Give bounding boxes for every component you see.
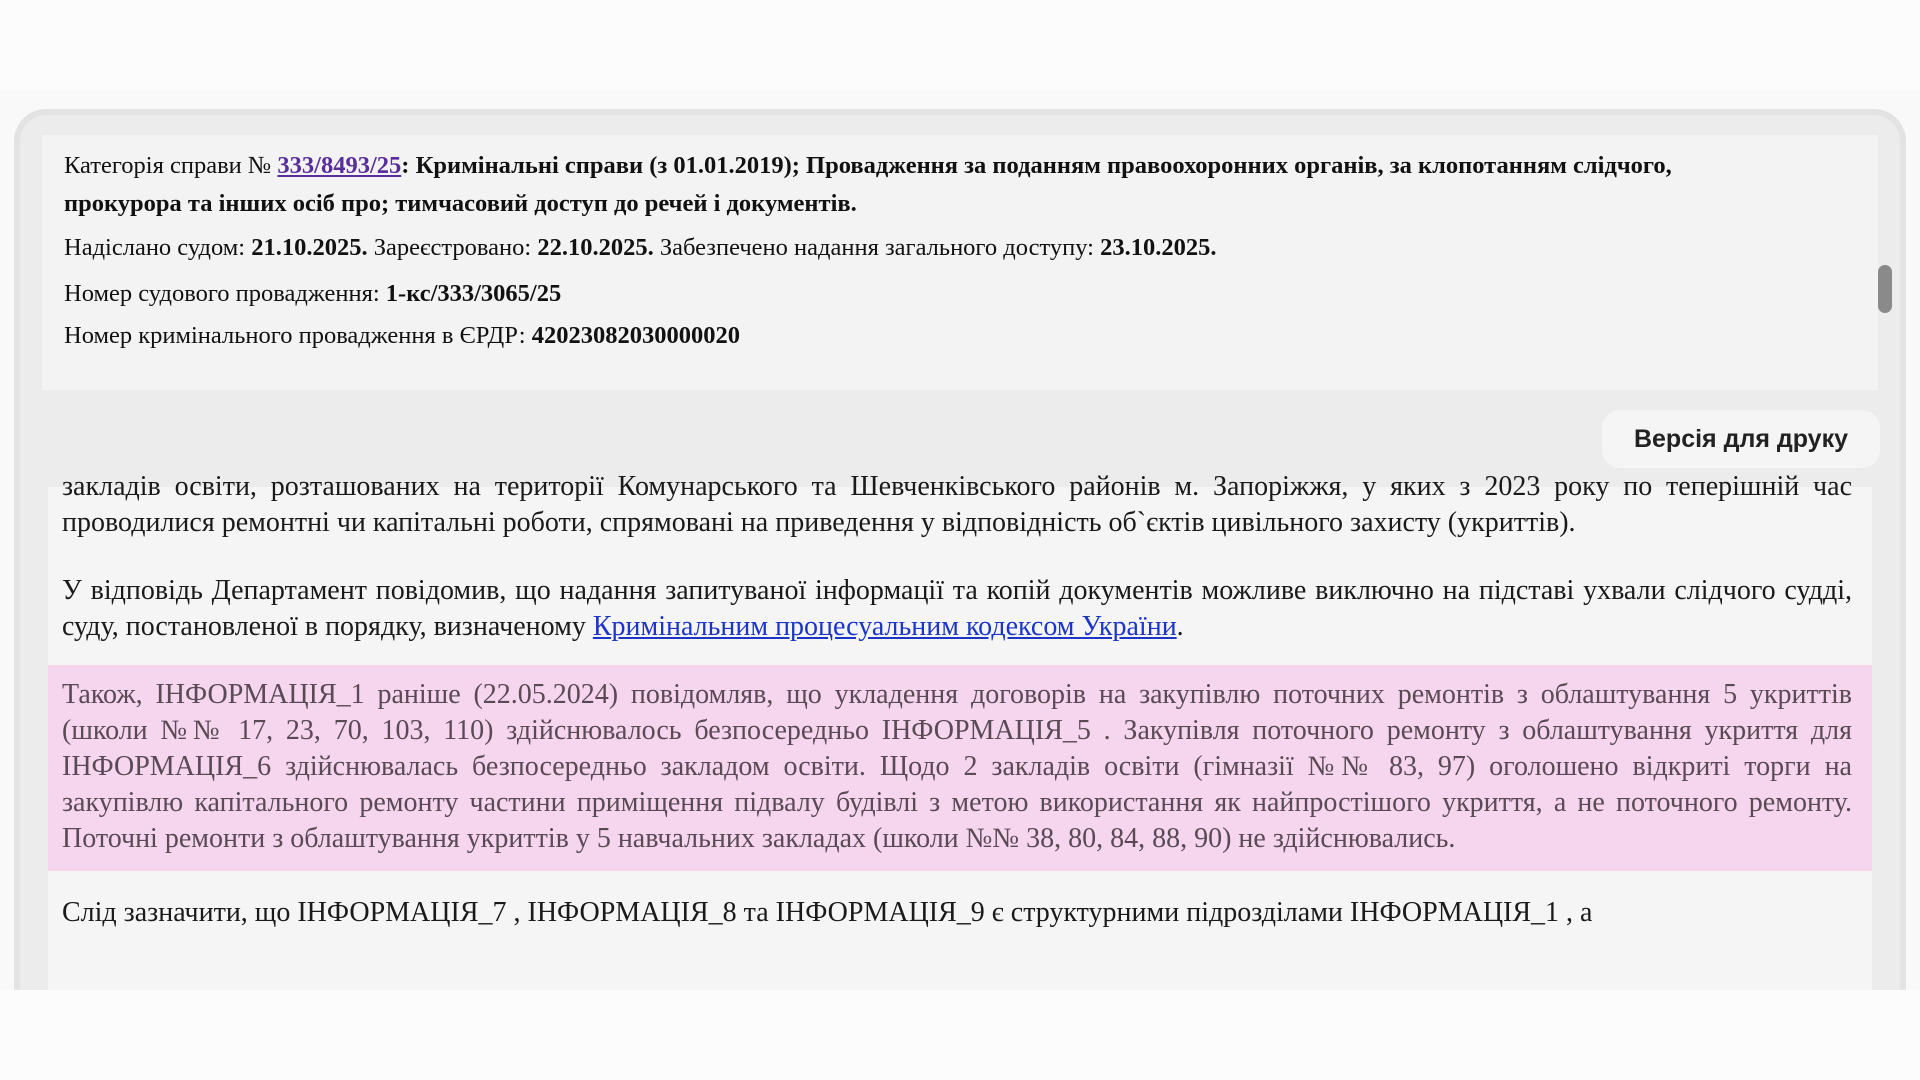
- category-text-cont: прокурора та інших осіб про; тимчасовий доступ до речей і документів.: [64, 190, 857, 217]
- paragraph: закладів освіти, розташованих на території Комунарського та Шевченківського районів м. Запоріжжя, у яких з 2023 року по теперішній час проводилися ремонтні чи капітальні роботи, спрямовані на приведення у відповідність об`єктів цивільного захисту (укриттів).: [62, 471, 1852, 538]
- erdr-label: Номер кримінального провадження в ЄРДР:: [64, 322, 526, 349]
- paragraph: Слід зазначити, що ІНФОРМАЦІЯ_7 , ІНФОРМАЦІЯ_8 та ІНФОРМАЦІЯ_9 є структурними підрозділами ІНФОРМАЦІЯ_1 , а: [62, 897, 1593, 928]
- paragraph: [48, 573, 1872, 645]
- case-category-line: [64, 147, 1672, 185]
- registered-date: 22.10.2025.: [537, 234, 654, 261]
- criminal-procedure-code-link[interactable]: Кримінальним процесуальним кодексом України: [592, 611, 1177, 642]
- top-background: [0, 0, 1920, 90]
- document-text-area[interactable]: [48, 471, 1872, 990]
- erdr-line: [64, 317, 740, 355]
- court-proceeding-line: [64, 275, 561, 313]
- document-panel: [20, 115, 1900, 990]
- registered-label: Зареєстровано:: [373, 234, 532, 261]
- category-text: : Кримінальні справи (з 01.01.2019); Провадження за поданням правоохоронних органів, за клопотанням слідчого,: [401, 152, 1672, 179]
- scrollbar-thumb[interactable]: [1878, 265, 1892, 313]
- sent-label: Надіслано судом:: [64, 234, 246, 261]
- access-label: Забезпечено надання загального доступу:: [659, 234, 1094, 261]
- highlighted-paragraph: Також, ІНФОРМАЦІЯ_1 раніше (22.05.2024) повідомляв, що укладення договорів на закупівлю поточних ремонтів з облаштування 5 укриттів (школи №№ 17, 23, 70, 103, 110) здійснювалось безпосередньо ІНФОРМАЦІЯ_5 . Закупівля поточного ремонту з облаштування укриття для ІНФОРМАЦІЯ_6 здійснювалась безпосередньо закладом освіти. Щодо 2 закладів освіти (гімназії №№ 83, 97) оголошено відкриті торги на закупівлю капітального ремонту частини приміщення підвалу будівлі з метою використання як найпростішого укриття, а не поточного ремонту. Поточні ремонти з облаштування укриттів у 5 навчальних закладах (школи №№ 38, 80, 84, 88, 90) не здійснювались.: [48, 665, 1872, 871]
- sent-date: 21.10.2025.: [251, 234, 368, 261]
- paragraph-text: У відповідь Департамент повідомив, що надання запитуваної інформації та копій документів можливе виключно на підставі ухвали слідчого судді, суду, постановленої в порядку, визначеному: [62, 575, 1852, 642]
- court-proc-number: 1-кс/333/3065/25: [385, 280, 562, 307]
- paragraph-end: .: [1176, 611, 1184, 642]
- case-info-card: [42, 135, 1878, 390]
- dates-line: [64, 229, 1216, 267]
- case-number-link[interactable]: 333/8493/25: [277, 152, 402, 179]
- case-category-line-cont: [64, 185, 857, 223]
- category-prefix: Категорія справи №: [64, 152, 272, 179]
- court-proc-label: Номер судового провадження:: [64, 280, 380, 307]
- document-content: [48, 469, 1872, 931]
- access-date: 23.10.2025.: [1100, 234, 1217, 261]
- bottom-background: [0, 990, 1920, 1080]
- print-version-button[interactable]: Версія для друку: [1602, 410, 1880, 468]
- erdr-number: 42023082030000020: [531, 322, 740, 349]
